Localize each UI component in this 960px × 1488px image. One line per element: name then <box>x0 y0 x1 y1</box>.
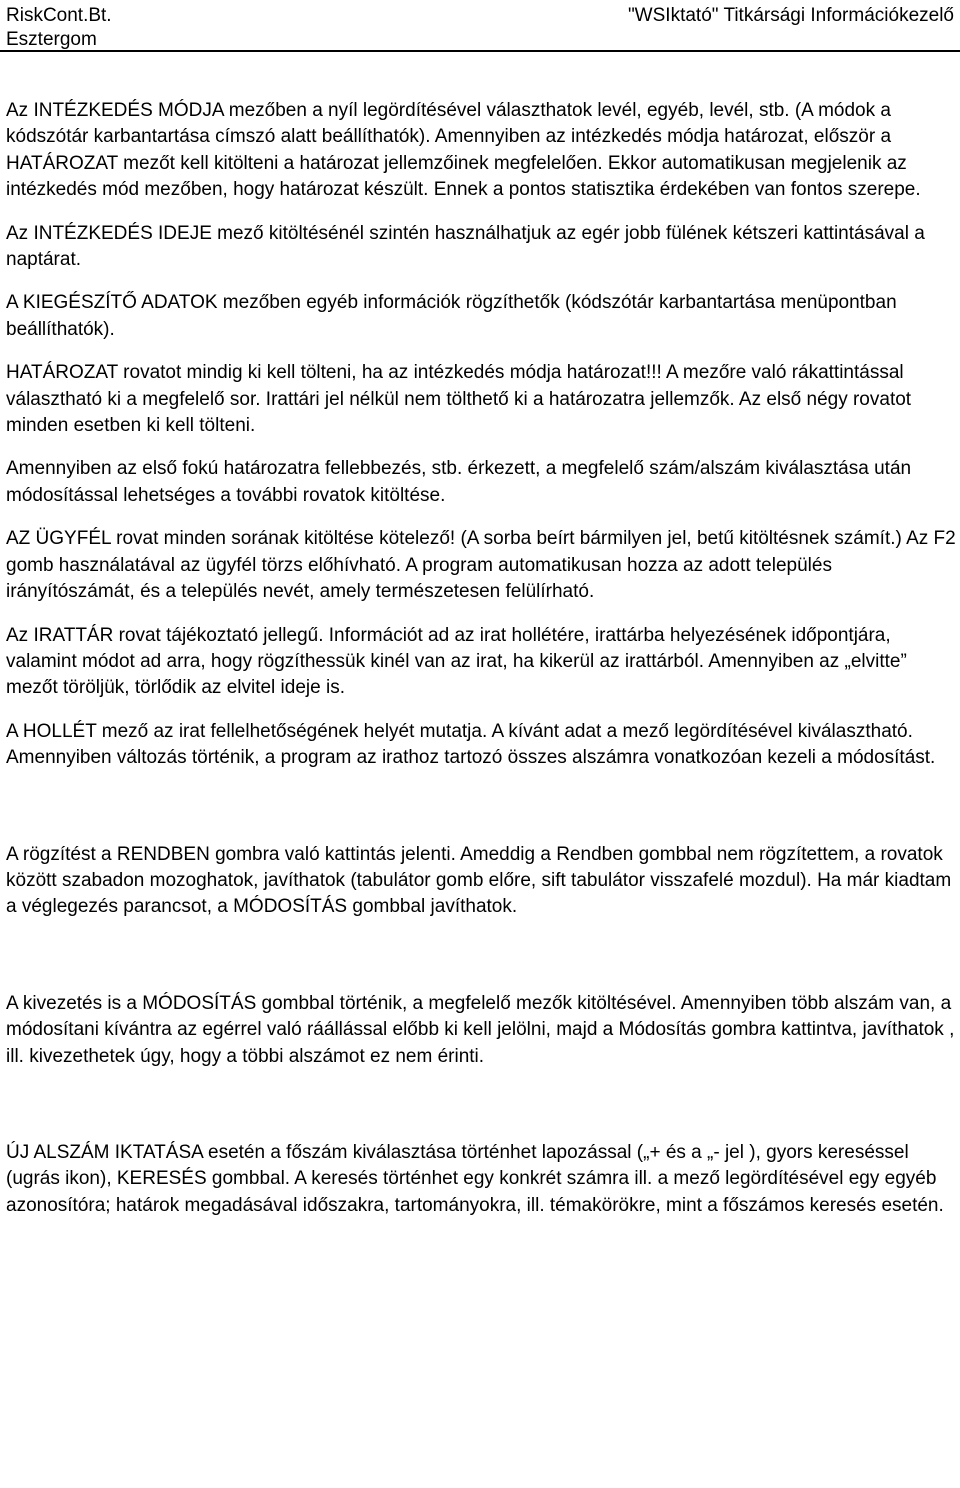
company-city: Esztergom <box>6 29 97 50</box>
company-name: RiskCont.Bt. <box>6 5 112 26</box>
paragraph-kiegeszito-adatok: A KIEGÉSZÍTŐ ADATOK mezőben egyéb információk rögzíthetők (kódszótár karbantartása menüpontban beállíthatók). <box>6 292 897 340</box>
paragraph-fellebbezes: Amennyiben az első fokú határozatra fellebbezés, stb. érkezett, a megfelelő szám/alszám kiválasztása után módosítással lehetséges a további rovatok kitöltése. <box>6 458 912 506</box>
paragraph-intezkedes-modja: Az INTÉZKEDÉS MÓDJA mezőben a nyíl legördítésével választhatok levél, egyéb, levél, stb. (A módok a kódszótár karbantartása címszó alatt beállíthatók). Amennyiben az intézkedés módja határozat, először a HATÁROZAT mezőt kell kitölteni a határozat jellemzőinek megfelelően. Ekkor automatikusan megjelenik az intézkedés mód mezőben, hogy határozat készült. Ennek a pontos statisztika érdekében van fontos szerepe. <box>6 100 921 201</box>
paragraph-kivezetes: A kivezetés is a MÓDOSÍTÁS gombbal történik, a megfelelő mezők kitöltésével. Amennyiben több alszám van, a módosítani kívántra az egérrel való ráállással előbb ki kell jelölni, majd a Módosítás gombra kattintva, javíthatok , ill. kivezethetek úgy, hogy a többi alszámot ez nem érinti. <box>6 992 955 1067</box>
company-block <box>6 4 112 52</box>
product-title: "WSIktató" Titkársági Információkezelő <box>627 5 954 26</box>
paragraph-rogzites: A rögzítést a RENDBEN gombra való kattintás jelenti. Ameddig a Rendben gombbal nem rögzítettem, a rovatok között szabadon mozoghatok, javíthatok (tabulátor gomb előre, sift tabulátor visszafelé mozdul). Ha már kiadtam a véglegezés parancsot, a MÓDOSÍTÁS gombbal javíthatok. <box>6 843 952 918</box>
paragraph-ugyfel: AZ ÜGYFÉL rovat minden sorának kitöltése kötelező! (A sorba beírt bármilyen jel, betű kitöltésnek számít.) Az F2 gomb használatával az ügyfél törzs előhívható. A program automatikusan hozza az adott település irányítószámát, és a település nevét, amely természetesen felülírható. <box>6 528 956 603</box>
paragraph-intezkedes-ideje: Az INTÉZKEDÉS IDEJE mező kitöltésénél szintén használhatjuk az egér jobb fülének kétszeri kattintásával a naptárat. <box>6 222 925 271</box>
paragraph-hollet: A HOLLÉT mező az irat fellelhetőségének helyét mutatja. A kívánt adat a mező legördítésével kiválasztható. Amennyiben változás történik, a program az irathoz tartozó összes alszámra vonatkozóan kezeli a módosítást. <box>6 720 936 769</box>
document-body <box>6 98 956 1219</box>
page-header <box>0 0 960 52</box>
paragraph-uj-alszam: ÚJ ALSZÁM IKTATÁSA esetén a főszám kiválasztása történhet lapozással („+ és a „- jel ), gyors kereséssel (ugrás ikon), KERESÉS gombbal. A keresés történhet egy konkrét számra ill. a mező legördítésével egy egyéb azonosítóra; határok megadásával időszakra, tartományokra, ill. témakörökre, mint a főszámos keresés esetén. <box>6 1141 944 1216</box>
paragraph-hatarozat: HATÁROZAT rovatot mindig ki kell tölteni, ha az intézkedés módja határozat!!! A mezőre való rákattintással választható ki a megfelelő sor. Irattári jel nélkül nem tölthető ki a határozatra jellemzők. Az első négy rovatot minden esetben ki kell tölteni. <box>6 362 912 437</box>
paragraph-irattar: Az IRATTÁR rovat tájékoztató jellegű. Információt ad az irat hollétére, irattárba helyezésének időpontjára, valamint módot ad arra, hogy rögzíthessük kinél van az irat, ha kikerül az irattárból. Amennyiben az „elvitte” mezőt töröljük, törlődik az elvitel ideje is. <box>6 624 907 699</box>
